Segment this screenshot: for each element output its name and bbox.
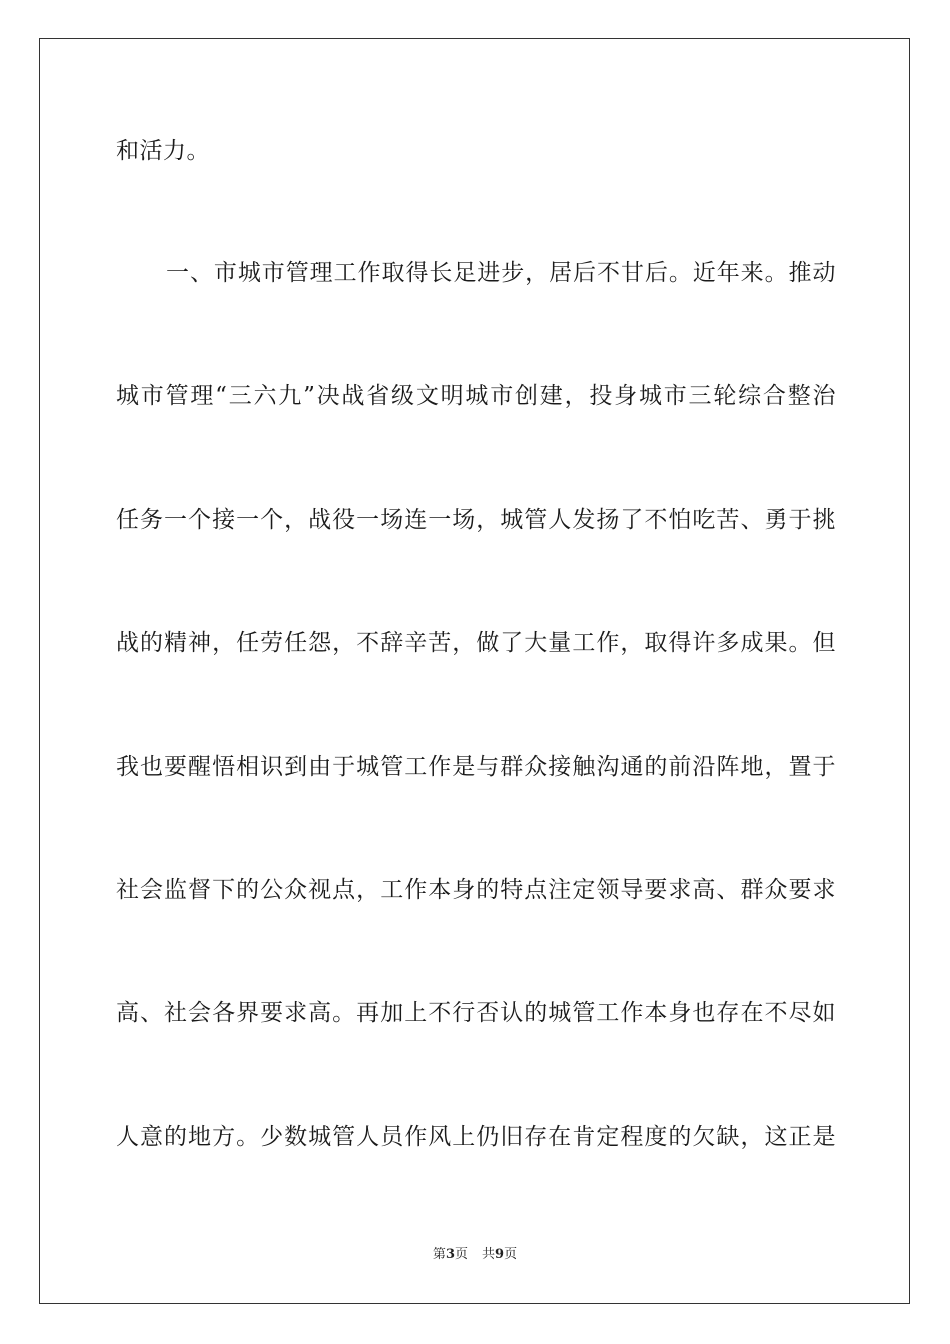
- text-line-6: 我也要醒悟相识到由于城管工作是与群众接触沟通的前沿阵地，置于: [116, 754, 836, 780]
- total-pages: 9: [495, 1247, 505, 1262]
- total-label-suffix: 页: [504, 1247, 518, 1262]
- text-line-9: 人意的地方。少数城管人员作风上仍旧存在肯定程度的欠缺，这正是: [116, 1124, 836, 1150]
- page-label-prefix: 第: [432, 1247, 446, 1262]
- text-line-2: 一、市城市管理工作取得长足进步，居后不甘后。近年来。推动: [166, 260, 836, 286]
- text-line-5: 战的精神，任劳任怨，不辞辛苦，做了大量工作，取得许多成果。但: [116, 630, 836, 656]
- page-number: 3: [445, 1247, 455, 1262]
- page-frame: [39, 38, 910, 1304]
- text-line-8: 高、社会各界要求高。再加上不行否认的城管工作本身也存在不尽如: [116, 1000, 836, 1026]
- page-label-suffix: 页: [454, 1247, 468, 1262]
- total-label-prefix: 共: [482, 1247, 496, 1262]
- text-line-1: 和活力。: [116, 138, 210, 164]
- text-line-3: 城市管理“三六九”决战省级文明城市创建，投身城市三轮综合整治: [116, 383, 836, 409]
- text-line-7: 社会监督下的公众视点，工作本身的特点注定领导要求高、群众要求: [116, 877, 836, 903]
- page-footer: [0, 1246, 950, 1264]
- text-line-4: 任务一个接一个，战役一场连一场，城管人发扬了不怕吃苦、勇于挑: [116, 507, 836, 533]
